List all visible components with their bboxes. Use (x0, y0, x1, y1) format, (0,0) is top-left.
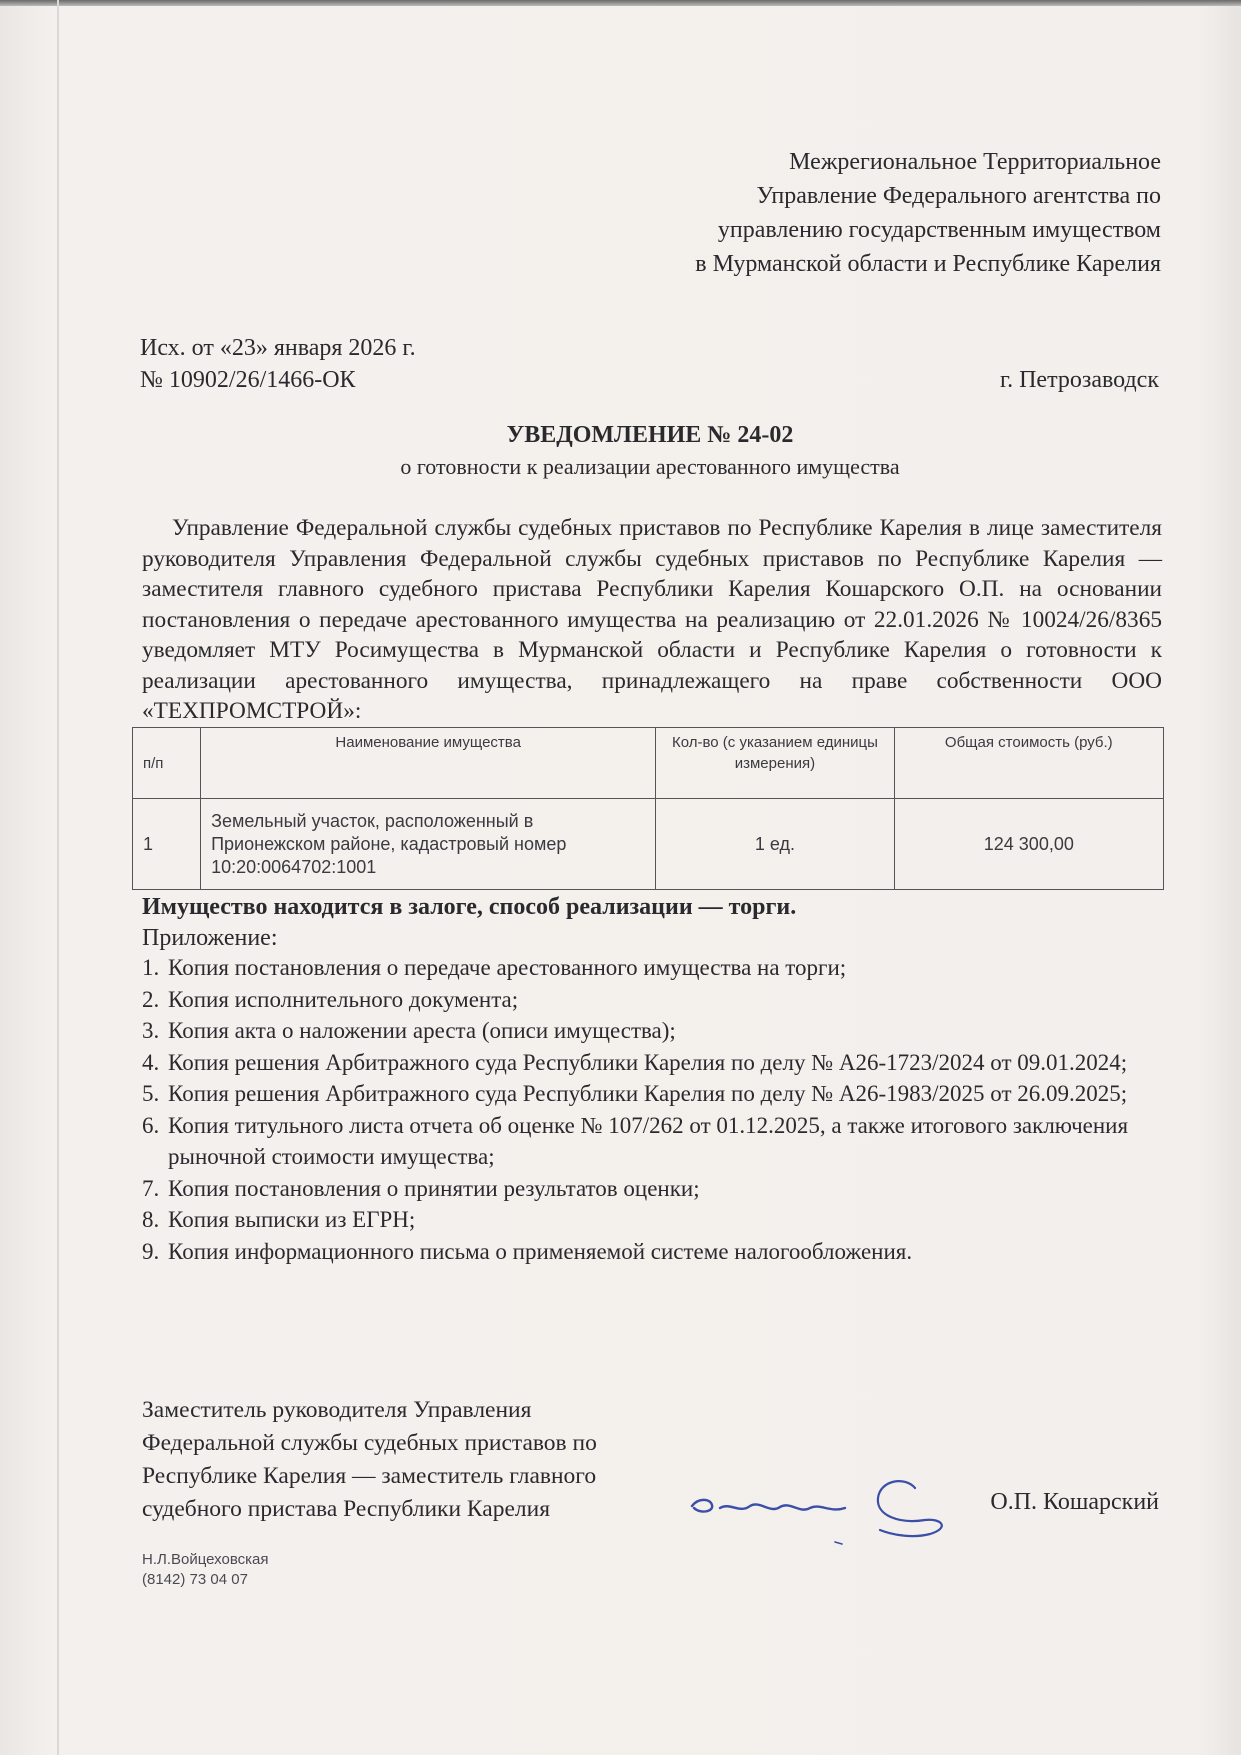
addressee-line: Управление Федерального агентства по (756, 183, 1161, 209)
outgoing-number: № 10902/26/1466-ОК (140, 367, 356, 393)
item-text: Копия выписки из ЕГРН; (168, 1207, 416, 1232)
property-table (132, 727, 1164, 890)
header-qty: Кол-во (с указанием единицы измерения) (656, 728, 894, 799)
document-title: УВЕДОМЛЕНИЕ № 24-02 (506, 422, 794, 448)
attachments-heading: Приложение: (142, 925, 278, 951)
addressee-block (561, 145, 1161, 281)
executor-phone: (8142) 73 04 07 (142, 1571, 248, 1588)
signer-line: Заместитель руководителя Управления (142, 1397, 532, 1423)
item-text: Копия решения Арбитражного суда Республики Карелия по делу № А26-1983/2025 от 26.09.2025; (168, 1081, 1128, 1106)
item-text: Копия титульного листа отчета об оценке № 107/262 от 01.12.2025, а также итогового заключения рыночной стоимости имущества; (168, 1112, 1129, 1169)
item-number: 1. (142, 955, 160, 980)
item-text: Копия постановления о передаче арестованного имущества на торги; (168, 955, 847, 980)
item-number: 6. (142, 1112, 160, 1138)
notice-body: Управление Федеральной службы судебных приставов по Республике Карелия в лице заместителя руководителя Управления Федеральной службы судебных приставов по Республике Карелия — заместителя главного судебного пристава Республики Карелия Кошарского О.П. на основании постановления о передаче арестованного имущества на реализацию от 22.01.2026 № 10024/26/8365 уведомляет МТУ Росимущества в Мурманской области и Республике Карелия о готовности к реализации арестованного имущества, принадлежащего на праве собственности ООО «ТЕХПРОМСТРОЙ»: (142, 515, 1162, 724)
row-cost: 124 300,00 (894, 799, 1163, 890)
row-name: Земельный участок, расположенный в Прионежском районе, кадастровый номер 10:20:0064702:1001 (201, 799, 656, 890)
item-number: 2. (142, 986, 160, 1012)
header-num: п/п (133, 728, 201, 799)
list-item (142, 1110, 1142, 1173)
item-text: Копия исполнительного документа; (168, 986, 519, 1012)
item-text: Копия акта о наложении ареста (описи имущества); (168, 1018, 676, 1043)
list-item (142, 952, 1142, 984)
table-header-row (133, 728, 1164, 799)
item-number: 5. (142, 1081, 160, 1106)
signer-line: судебного пристава Республики Карелия (142, 1496, 551, 1522)
scan-top-edge (0, 0, 1241, 6)
pledge-note: Имущество находится в залоге, способ реализации — торги. (142, 894, 797, 920)
item-text: Копия решения Арбитражного суда Республики Карелия по делу № А26-1723/2024 от 09.01.2024; (168, 1049, 1128, 1075)
executor-name: Н.Л.Войцеховская (142, 1551, 269, 1568)
scan-left-edge (57, 0, 59, 1755)
list-item (142, 1204, 1142, 1236)
row-num: 1 (133, 799, 201, 890)
item-text: Копия информационного письма о применяемой системе налогообложения. (168, 1238, 913, 1264)
header-name: Наименование имущества (201, 728, 656, 799)
signer-line: Республике Карелия — заместитель главного (142, 1463, 597, 1489)
signer-name: О.П. Кошарский (990, 1489, 1159, 1515)
header-cost: Общая стоимость (руб.) (894, 728, 1163, 799)
item-number: 9. (142, 1238, 160, 1264)
item-text: Копия постановления о принятии результатов оценки; (168, 1175, 700, 1201)
outgoing-date: Исх. от «23» января 2026 г. (140, 335, 416, 361)
list-item (142, 1047, 1142, 1079)
document-subtitle: о готовности к реализации арестованного имущества (400, 454, 900, 479)
item-number: 7. (142, 1175, 160, 1201)
attachments-list (142, 952, 1142, 1267)
list-item (142, 1236, 1142, 1268)
outgoing-reference (140, 332, 416, 396)
signer-position (142, 1394, 597, 1526)
addressee-line: Межрегиональное Территориальное (789, 149, 1161, 175)
list-item (142, 984, 1142, 1016)
executor-info (142, 1550, 269, 1590)
item-number: 3. (142, 1018, 160, 1043)
signer-line: Федеральной службы судебных приставов по (142, 1430, 597, 1456)
item-number: 4. (142, 1049, 160, 1075)
city: г. Петрозаводск (999, 367, 1159, 393)
row-qty: 1 ед. (656, 799, 894, 890)
list-item (142, 1078, 1142, 1110)
addressee-line: управлению государственным имуществом (717, 217, 1161, 243)
list-item (142, 1173, 1142, 1205)
list-item (142, 1015, 1142, 1047)
addressee-line: в Мурманской области и Республике Карелия (695, 251, 1161, 277)
table-row (133, 799, 1164, 890)
item-number: 8. (142, 1207, 160, 1232)
